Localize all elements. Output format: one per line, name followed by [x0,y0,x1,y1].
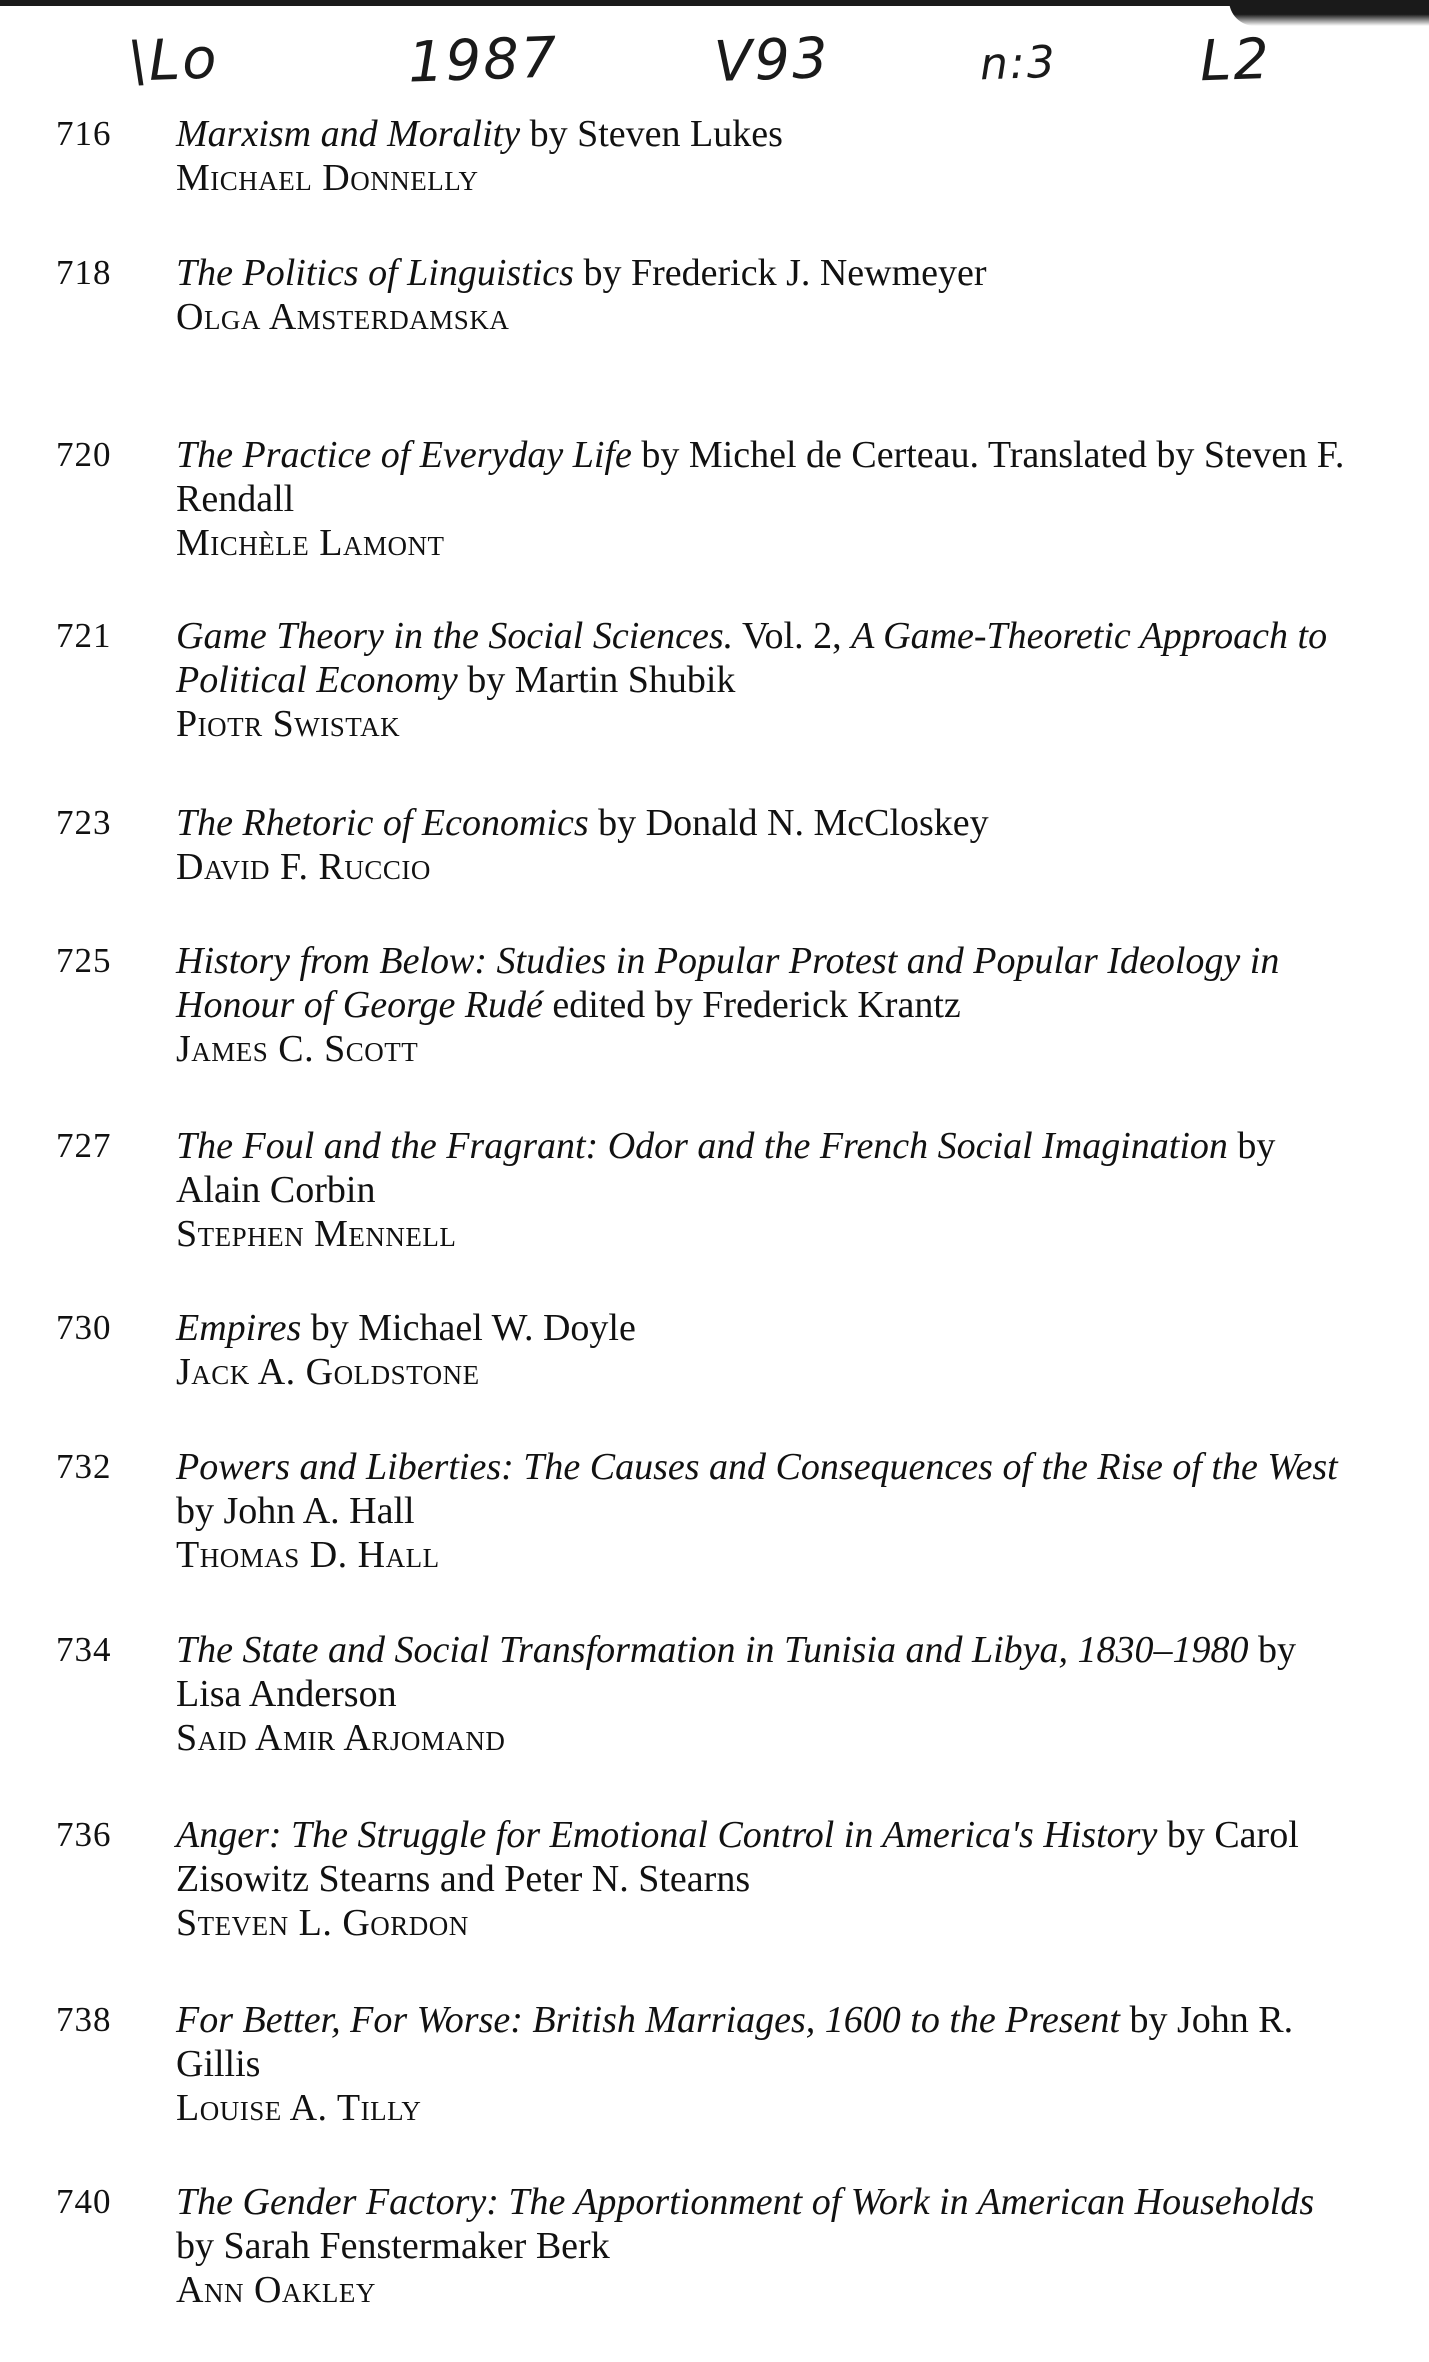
book-title: Anger: The Struggle for Emotional Control in America's History [176,1814,1158,1856]
page-number: 723 [56,803,112,842]
review-entry [0,433,1429,614]
reviewer-name: Ann Oakley [176,2269,376,2311]
handwritten-note: L2 [1198,26,1272,95]
reviewer-name: Olga Amsterdamska [176,296,510,338]
page-number: 740 [56,2182,112,2221]
page-number: 738 [56,2000,112,2039]
book-byline: by Carol Zisowitz Stearns and Peter N. Stearns [176,1814,1299,1900]
page-number: 720 [56,435,112,474]
page-number: 732 [56,1447,112,1486]
review-entry [0,251,1429,433]
reviewer-name: Stephen Mennell [176,1213,457,1255]
review-entry [0,1628,1429,1813]
book-byline: by Frederick J. Newmeyer [573,252,987,294]
entry-body [176,433,1356,565]
entry-body [176,939,1356,1071]
review-entry [0,801,1429,939]
book-subtitle: A Game-Theoretic Approach to Political Economy [176,615,1328,701]
scan-edge [0,0,1429,6]
book-title: History from Below: Studies in Popular Protest and Popular Ideology in Honour of George Rudé [176,940,1280,1026]
entry-body [176,1306,1356,1394]
reviewer-name: Louise A. Tilly [176,2087,422,2129]
entry-body [176,1998,1356,2130]
review-entry [0,1998,1429,2180]
reviewer-name: Michèle Lamont [176,522,445,564]
page-number: 725 [56,941,112,980]
book-title: The Politics of Linguistics [176,252,574,294]
entry-body [176,2180,1356,2312]
entry-body [176,112,1356,200]
entry-body [176,1628,1356,1760]
book-byline: edited by Frederick Krantz [542,984,961,1026]
reviewer-name: Piotr Swistak [176,703,401,745]
book-byline: by Michael W. Doyle [301,1307,636,1349]
entry-body [176,1445,1356,1577]
entry-body [176,614,1356,746]
handwritten-note: n:3 [979,36,1058,91]
review-entry [0,614,1429,801]
page-number: 716 [56,114,112,153]
reviewer-name: David F. Ruccio [176,846,431,888]
handwritten-note: V93 [712,26,831,95]
review-entry [0,939,1429,1124]
review-entry [0,1813,1429,1998]
entry-body [176,251,1356,339]
handwritten-note: 1987 [406,25,560,96]
book-byline: Vol. 2, [733,615,852,657]
book-byline: by Alain Corbin [176,1125,1276,1211]
review-entry [0,112,1429,251]
book-title: For Better, For Worse: British Marriages, 1600 to the Present [176,1999,1120,2041]
page-number: 734 [56,1630,112,1669]
page-number: 727 [56,1126,112,1165]
book-byline: by Sarah Fenstermaker Berk [176,2225,610,2267]
reviewer-name: Thomas D. Hall [176,1534,440,1576]
entry-body [176,801,1356,889]
book-byline: by Donald N. McCloskey [588,802,989,844]
book-byline: by Lisa Anderson [176,1629,1297,1715]
book-title: Game Theory in the Social Sciences. [176,615,734,657]
reviewer-name: Said Amir Arjomand [176,1717,506,1759]
review-entry [0,2180,1429,2320]
reviewer-name: Jack A. Goldstone [176,1351,480,1393]
book-title: Marxism and Morality [176,113,521,155]
handwritten-annotation [0,25,1429,108]
book-title: Powers and Liberties: The Causes and Consequences of the Rise of the West [176,1446,1338,1488]
page-number: 730 [56,1308,112,1347]
book-byline: by John R. Gillis [176,1999,1294,2085]
review-entry [0,1445,1429,1628]
book-title: The Foul and the Fragrant: Odor and the French Social Imagination [176,1125,1228,1167]
book-title: The Gender Factory: The Apportionment of Work in American Households [176,2181,1315,2223]
handwritten-note: \Lo [126,26,220,95]
scan-edge-corner [1229,0,1429,26]
page-number: 718 [56,253,112,292]
book-title: The State and Social Transformation in Tunisia and Libya, 1830–1980 [176,1629,1249,1671]
page-number: 736 [56,1815,112,1854]
entry-body [176,1124,1356,1256]
book-title: The Practice of Everyday Life [176,434,632,476]
book-title: The Rhetoric of Economics [176,802,589,844]
review-entry [0,1124,1429,1306]
page-number: 721 [56,616,112,655]
entry-body [176,1813,1356,1945]
book-byline: by Michel de Certeau. Translated by Steven F. Rendall [176,434,1345,520]
reviewer-name: Steven L. Gordon [176,1902,469,1944]
review-entry [0,1306,1429,1445]
book-byline: by John A. Hall [176,1490,415,1532]
review-list [0,112,1429,2320]
reviewer-name: Michael Donnelly [176,157,479,199]
book-byline: by Steven Lukes [520,113,783,155]
reviewer-name: James C. Scott [176,1028,419,1070]
book-title: Empires [176,1307,302,1349]
book-byline: by Martin Shubik [457,659,736,701]
